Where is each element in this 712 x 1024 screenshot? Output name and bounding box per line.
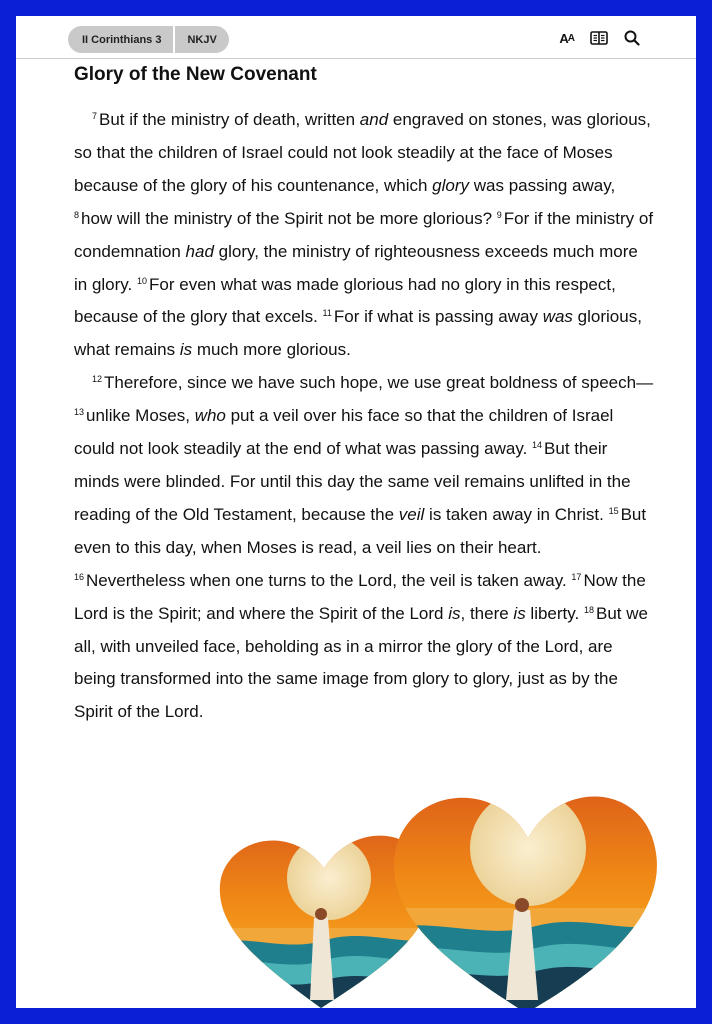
verse-text: Therefore, since we have such hope, we use great boldness of speech—	[104, 373, 654, 393]
right-heart	[386, 768, 666, 1008]
book-chapter-button[interactable]: II Corinthians 3	[68, 26, 175, 53]
verse-text: engraved on stones, was glorious, so that the children of Israel could not look steadily at the face of Moses because of the glory of his countenance, which	[74, 110, 651, 195]
verse-text: unlike Moses,	[86, 406, 195, 426]
search-icon[interactable]	[624, 30, 640, 46]
verse-number[interactable]: 9	[496, 209, 502, 220]
reader-page	[16, 16, 696, 1008]
italic-word: had	[185, 241, 214, 261]
scripture-text	[74, 104, 654, 729]
verse-text: For if what is passing away	[333, 307, 543, 327]
italic-word: glory	[432, 175, 470, 195]
italic-word: is	[179, 340, 193, 360]
italic-word: is	[448, 603, 461, 623]
verse-text: glorious, what remains	[74, 307, 642, 360]
verse-text: Now the Lord is the Spirit; and where the Spirit of the Lord	[74, 570, 646, 623]
paragraph-1	[74, 104, 654, 367]
verse-text: put a veil over his face so that the children of Israel could not look steadily at the end of what was passing away.	[74, 406, 614, 459]
verse-number[interactable]: 7	[92, 111, 98, 121]
verse-number[interactable]: 15	[608, 505, 619, 516]
verse-text: But their minds were blinded. For until this day the same veil remains unlifted in the reading of the Old Testament, because the	[74, 439, 631, 524]
verse-text: For if the ministry of condemnation	[74, 208, 654, 261]
hearts-illustration	[206, 768, 666, 1008]
verse-number[interactable]: 13	[74, 407, 85, 418]
section-heading: Glory of the New Covenant	[74, 64, 317, 85]
verse-text: Nevertheless when one turns to the Lord, the veil is taken away.	[86, 570, 572, 590]
verse-text: , there	[460, 603, 514, 623]
passage-selector	[68, 26, 229, 53]
italic-word: and	[359, 110, 389, 129]
toolbar-actions	[559, 30, 640, 46]
version-button[interactable]: NKJV	[187, 33, 217, 46]
verse-number[interactable]: 11	[322, 308, 332, 319]
verse-text: glory, the ministry of righteousness exceeds much more in glory.	[74, 241, 638, 294]
verse-text: how will the ministry of the Spirit not be more glorious?	[81, 208, 497, 228]
verse-number[interactable]: 17	[571, 571, 582, 582]
verse-text: But even to this day, when Moses is read, a veil lies on their heart.	[74, 504, 647, 557]
verse-text: liberty.	[525, 603, 584, 623]
book-icon[interactable]	[590, 31, 608, 45]
paragraph-2	[74, 367, 654, 729]
verse-number[interactable]: 10	[137, 275, 148, 286]
verse-number[interactable]: 14	[532, 440, 543, 451]
verse-number[interactable]: 18	[583, 604, 594, 615]
top-toolbar	[16, 16, 696, 59]
text-size-icon[interactable]: A A	[559, 30, 574, 46]
italic-word: who	[194, 406, 226, 426]
italic-word: is	[513, 603, 526, 623]
verse-text: But if the ministry of death, written	[99, 110, 360, 129]
verse-text: is taken away in Christ.	[424, 504, 609, 524]
verse-number[interactable]: 8	[74, 209, 80, 220]
italic-word: veil	[398, 504, 425, 524]
verse-text: was passing away,	[469, 175, 616, 195]
verse-number[interactable]: 12	[92, 374, 103, 385]
verse-text: much more glorious.	[192, 340, 351, 360]
verse-text: For even what was made glorious had no glory in this respect, because of the glory that excels.	[74, 274, 616, 327]
verse-number[interactable]: 16	[74, 571, 85, 582]
verse-text: But we all, with unveiled face, beholding as in a mirror the glory of the Lord, are being transformed into the same image from glory to glory, just as by the Spirit of the Lord.	[74, 603, 648, 722]
italic-word: was	[542, 307, 573, 327]
